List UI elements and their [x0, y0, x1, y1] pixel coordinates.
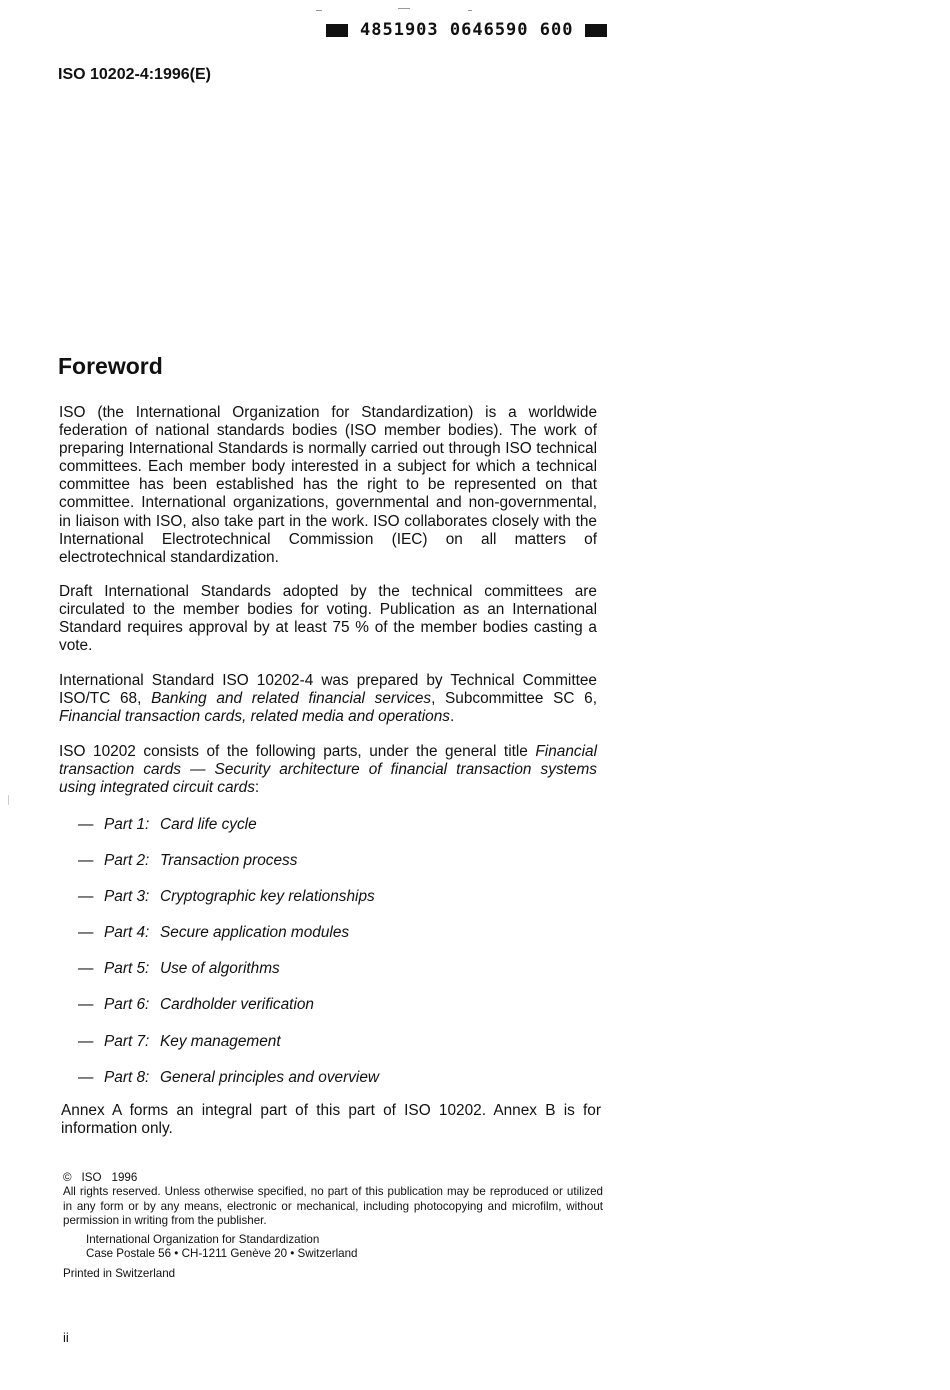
p4-text-b: :	[254, 779, 260, 797]
part-title: Use of algorithms	[160, 960, 280, 978]
part-number: Part 3:	[104, 888, 150, 906]
list-item	[78, 924, 379, 960]
p3-text-c: .	[449, 708, 455, 726]
scan-speck	[8, 795, 9, 805]
section-title: Foreword	[58, 353, 163, 379]
part-number: Part 6:	[104, 996, 150, 1014]
publisher-address	[86, 1233, 603, 1262]
part-number: Part 2:	[104, 852, 150, 870]
list-dash: —	[78, 1068, 94, 1086]
foreword-paragraph-3	[59, 672, 597, 726]
scan-speck	[398, 8, 410, 9]
foreword-paragraph-5: Annex A forms an integral part of this part of ISO 10202. Annex B is for information only.	[61, 1102, 601, 1138]
printed-in: Printed in Switzerland	[63, 1266, 176, 1280]
part-title: Key management	[160, 1032, 281, 1050]
address-line: International Organization for Standardization	[86, 1233, 320, 1247]
part-title: Cardholder verification	[160, 996, 314, 1014]
rights-notice: All rights reserved. Unless otherwise specified, no part of this publication may be reproduced or utilized in any form or by any means, electronic or mechanical, including photocopying and microfilm, without permission in writing from the publisher.	[63, 1185, 603, 1227]
scan-speck	[316, 10, 322, 11]
catalog-barcode	[326, 20, 607, 40]
p4-text-a: ISO 10202 consists of the following parts, under the general title	[59, 743, 536, 760]
list-dash: —	[78, 924, 94, 942]
part-number: Part 8:	[104, 1068, 150, 1086]
page-number: ii	[63, 1330, 69, 1345]
part-title: Card life cycle	[160, 816, 257, 833]
foreword-paragraph-1: ISO (the International Organization for Standardization) is a worldwide federation of national standards bodies (ISO member bodies). The work of preparing International Standards is normally carried out through ISO technical committees. Each member body interested in a subject for which a technical committee has been established has the right to be represented on that committee. International organizations, governmental and non-governmental, in liaison with ISO, also take part in the work. ISO collaborates closely with the International Electrotechnical Commission (IEC) on all matters of electrotechnical standardization.	[59, 404, 597, 566]
copyright-holder: ISO	[81, 1171, 102, 1184]
part-number: Part 1:	[104, 816, 150, 833]
copyright-symbol: ©	[63, 1171, 72, 1184]
foreword-paragraph-2: Draft International Standards adopted by the technical committees are circulated to the member bodies for voting. Publication as an International Standard requires approval by at least 75 % of the member bodies casting a vote.	[59, 583, 597, 655]
copyright-line	[63, 1171, 603, 1185]
foreword-paragraph-4	[59, 743, 597, 797]
list-dash: —	[78, 1032, 94, 1050]
list-dash: —	[78, 888, 94, 906]
list-item	[78, 852, 379, 888]
catalog-code: 4851903 0646590 600	[360, 20, 574, 40]
barcode-block-left	[326, 24, 348, 37]
list-item	[78, 888, 379, 924]
part-title: General principles and overview	[160, 1068, 380, 1086]
list-item	[78, 1069, 379, 1105]
barcode-block-right	[585, 24, 607, 37]
list-dash: —	[78, 852, 94, 870]
part-title: Cryptographic key relationships	[160, 888, 375, 906]
part-title: Secure application modules	[160, 924, 350, 942]
scan-speck	[468, 10, 472, 11]
list-dash: —	[78, 960, 94, 978]
part-number: Part 4:	[104, 924, 150, 942]
p3-committee-title: Banking and related financial services	[151, 690, 432, 708]
part-number: Part 7:	[104, 1032, 150, 1050]
list-item	[78, 1033, 379, 1069]
list-item	[78, 996, 379, 1032]
list-dash: —	[78, 996, 94, 1014]
copyright-block	[63, 1171, 603, 1281]
p3-text-b: , Subcommittee SC 6,	[431, 690, 597, 708]
parts-list	[78, 816, 379, 1105]
list-item	[78, 960, 379, 996]
list-dash: —	[78, 816, 94, 833]
p3-text-a: International Standard ISO 10202-4 was prepared by Technical Committee ISO/TC 68,	[59, 672, 597, 708]
copyright-year: 1996	[111, 1171, 138, 1184]
part-title: Transaction process	[160, 852, 298, 870]
address-line: Case Postale 56 • CH-1211 Genève 20 • Switzerland	[86, 1247, 358, 1261]
list-item	[78, 816, 379, 852]
part-number: Part 5:	[104, 960, 150, 978]
p3-subcommittee-title: Financial transaction cards, related media and operations	[59, 708, 450, 726]
document-id: ISO 10202-4:1996(E)	[58, 66, 211, 83]
p4-general-title: Financial transaction cards — Security architecture of financial transaction systems using integrated circuit cards	[59, 743, 597, 797]
